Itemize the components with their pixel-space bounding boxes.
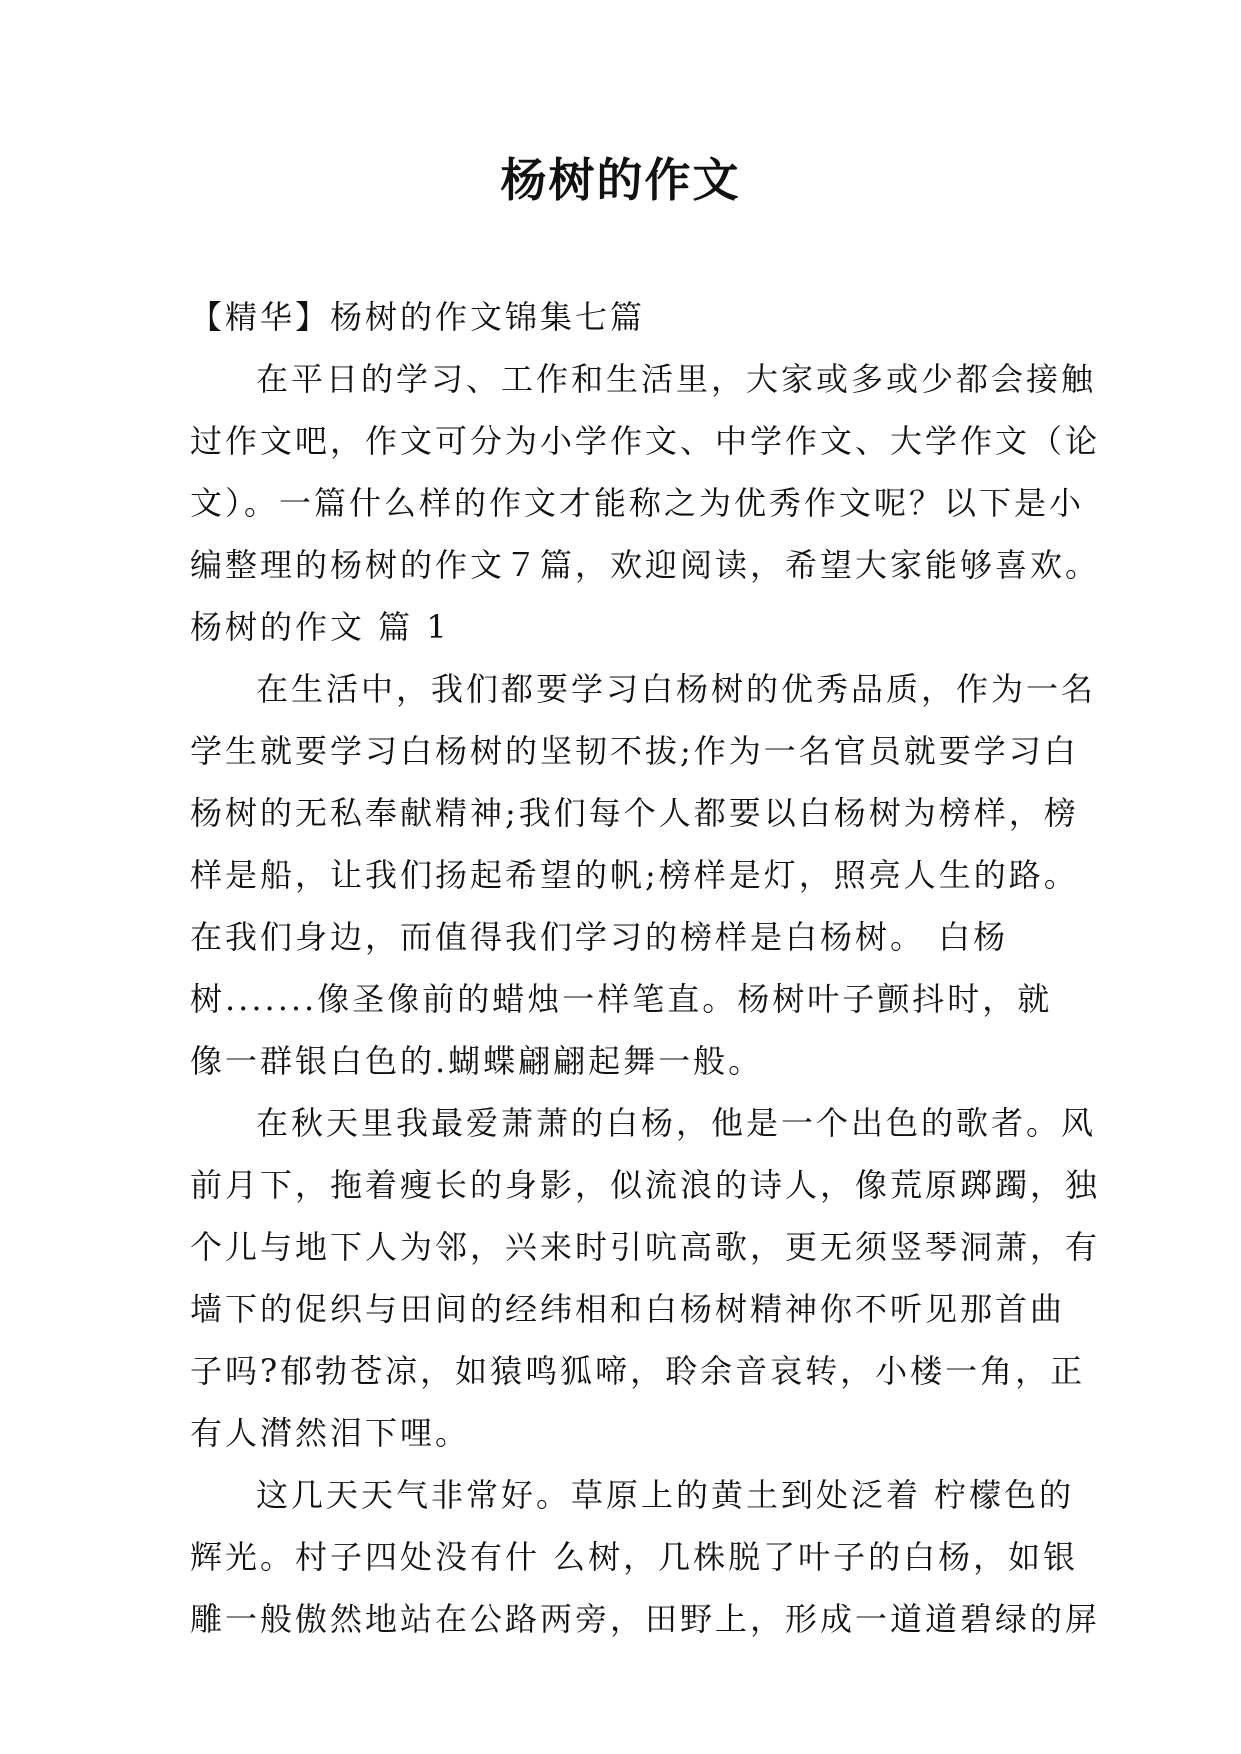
paragraph-line: 这几天天气非常好。草原上的黄土到处泛着 柠檬色的 <box>256 1476 1075 1514</box>
document-title: 杨树的作文 <box>500 153 741 207</box>
paragraph-line: 过作文吧，作文可分为小学作文、中学作文、大学作文（论 <box>190 422 1101 460</box>
paragraph-line: 在我们身边，而值得我们学习的榜样是白杨树。 白杨 <box>190 918 1009 956</box>
subtitle-line: 【精华】杨树的作文锦集七篇 <box>190 298 646 336</box>
paragraph-line: 学生就要学习白杨树的坚韧不拔;作为一名官员就要学习白 <box>190 732 1079 770</box>
paragraph-line: 个儿与地下人为邻，兴来时引吭高歌，更无须竖琴洞萧，有 <box>190 1228 1101 1266</box>
paragraph-line: 有人潸然泪下哩。 <box>190 1414 471 1452</box>
paragraph-line: 前月下，拖着瘦长的身影，似流浪的诗人，像荒原踯躅，独 <box>190 1166 1101 1204</box>
paragraph-line: 在平日的学习、工作和生活里，大家或多或少都会接触 <box>256 360 1097 398</box>
paragraph-line: 杨树的无私奉献精神;我们每个人都要以白杨树为榜样，榜 <box>190 794 1079 832</box>
section-heading: 杨树的作文 篇 1 <box>190 608 450 646</box>
paragraph-line: 在秋天里我最爱萧萧的白杨，他是一个出色的歌者。风 <box>256 1104 1097 1142</box>
paragraph-line: 雕一般傲然地站在公路两旁，田野上，形成一道道碧绿的屏 <box>190 1600 1101 1638</box>
paragraph-line: 辉光。村子四处没有什 么树，几株脱了叶子的白杨，如银 <box>190 1538 1079 1576</box>
paragraph-line: 在生活中，我们都要学习白杨树的优秀品质，作为一名 <box>256 670 1097 708</box>
paragraph-line: 样是船，让我们扬起希望的帆;榜样是灯，照亮人生的路。 <box>190 856 1079 894</box>
document-body <box>190 292 1101 1656</box>
paragraph-line: 墙下的促织与田间的经纬相和白杨树精神你不听见那首曲 <box>190 1290 1066 1328</box>
paragraph-line: 编整理的杨树的作文７篇，欢迎阅读，希望大家能够喜欢。 <box>190 546 1101 584</box>
paragraph-line: 文）。一篇什么样的作文才能称之为优秀作文呢？以下是小 <box>190 484 1085 522</box>
paragraph-line: 像一群银白色的.蝴蝶翩翩起舞一般。 <box>190 1042 764 1080</box>
paragraph-line: 树.......像圣像前的蜡烛一样笔直。杨树叶子颤抖时，就 <box>190 980 1053 1018</box>
paragraph-line: 子吗?郁勃苍凉，如猿鸣狐啼，聆余音哀转，小楼一角，正 <box>190 1352 1086 1390</box>
